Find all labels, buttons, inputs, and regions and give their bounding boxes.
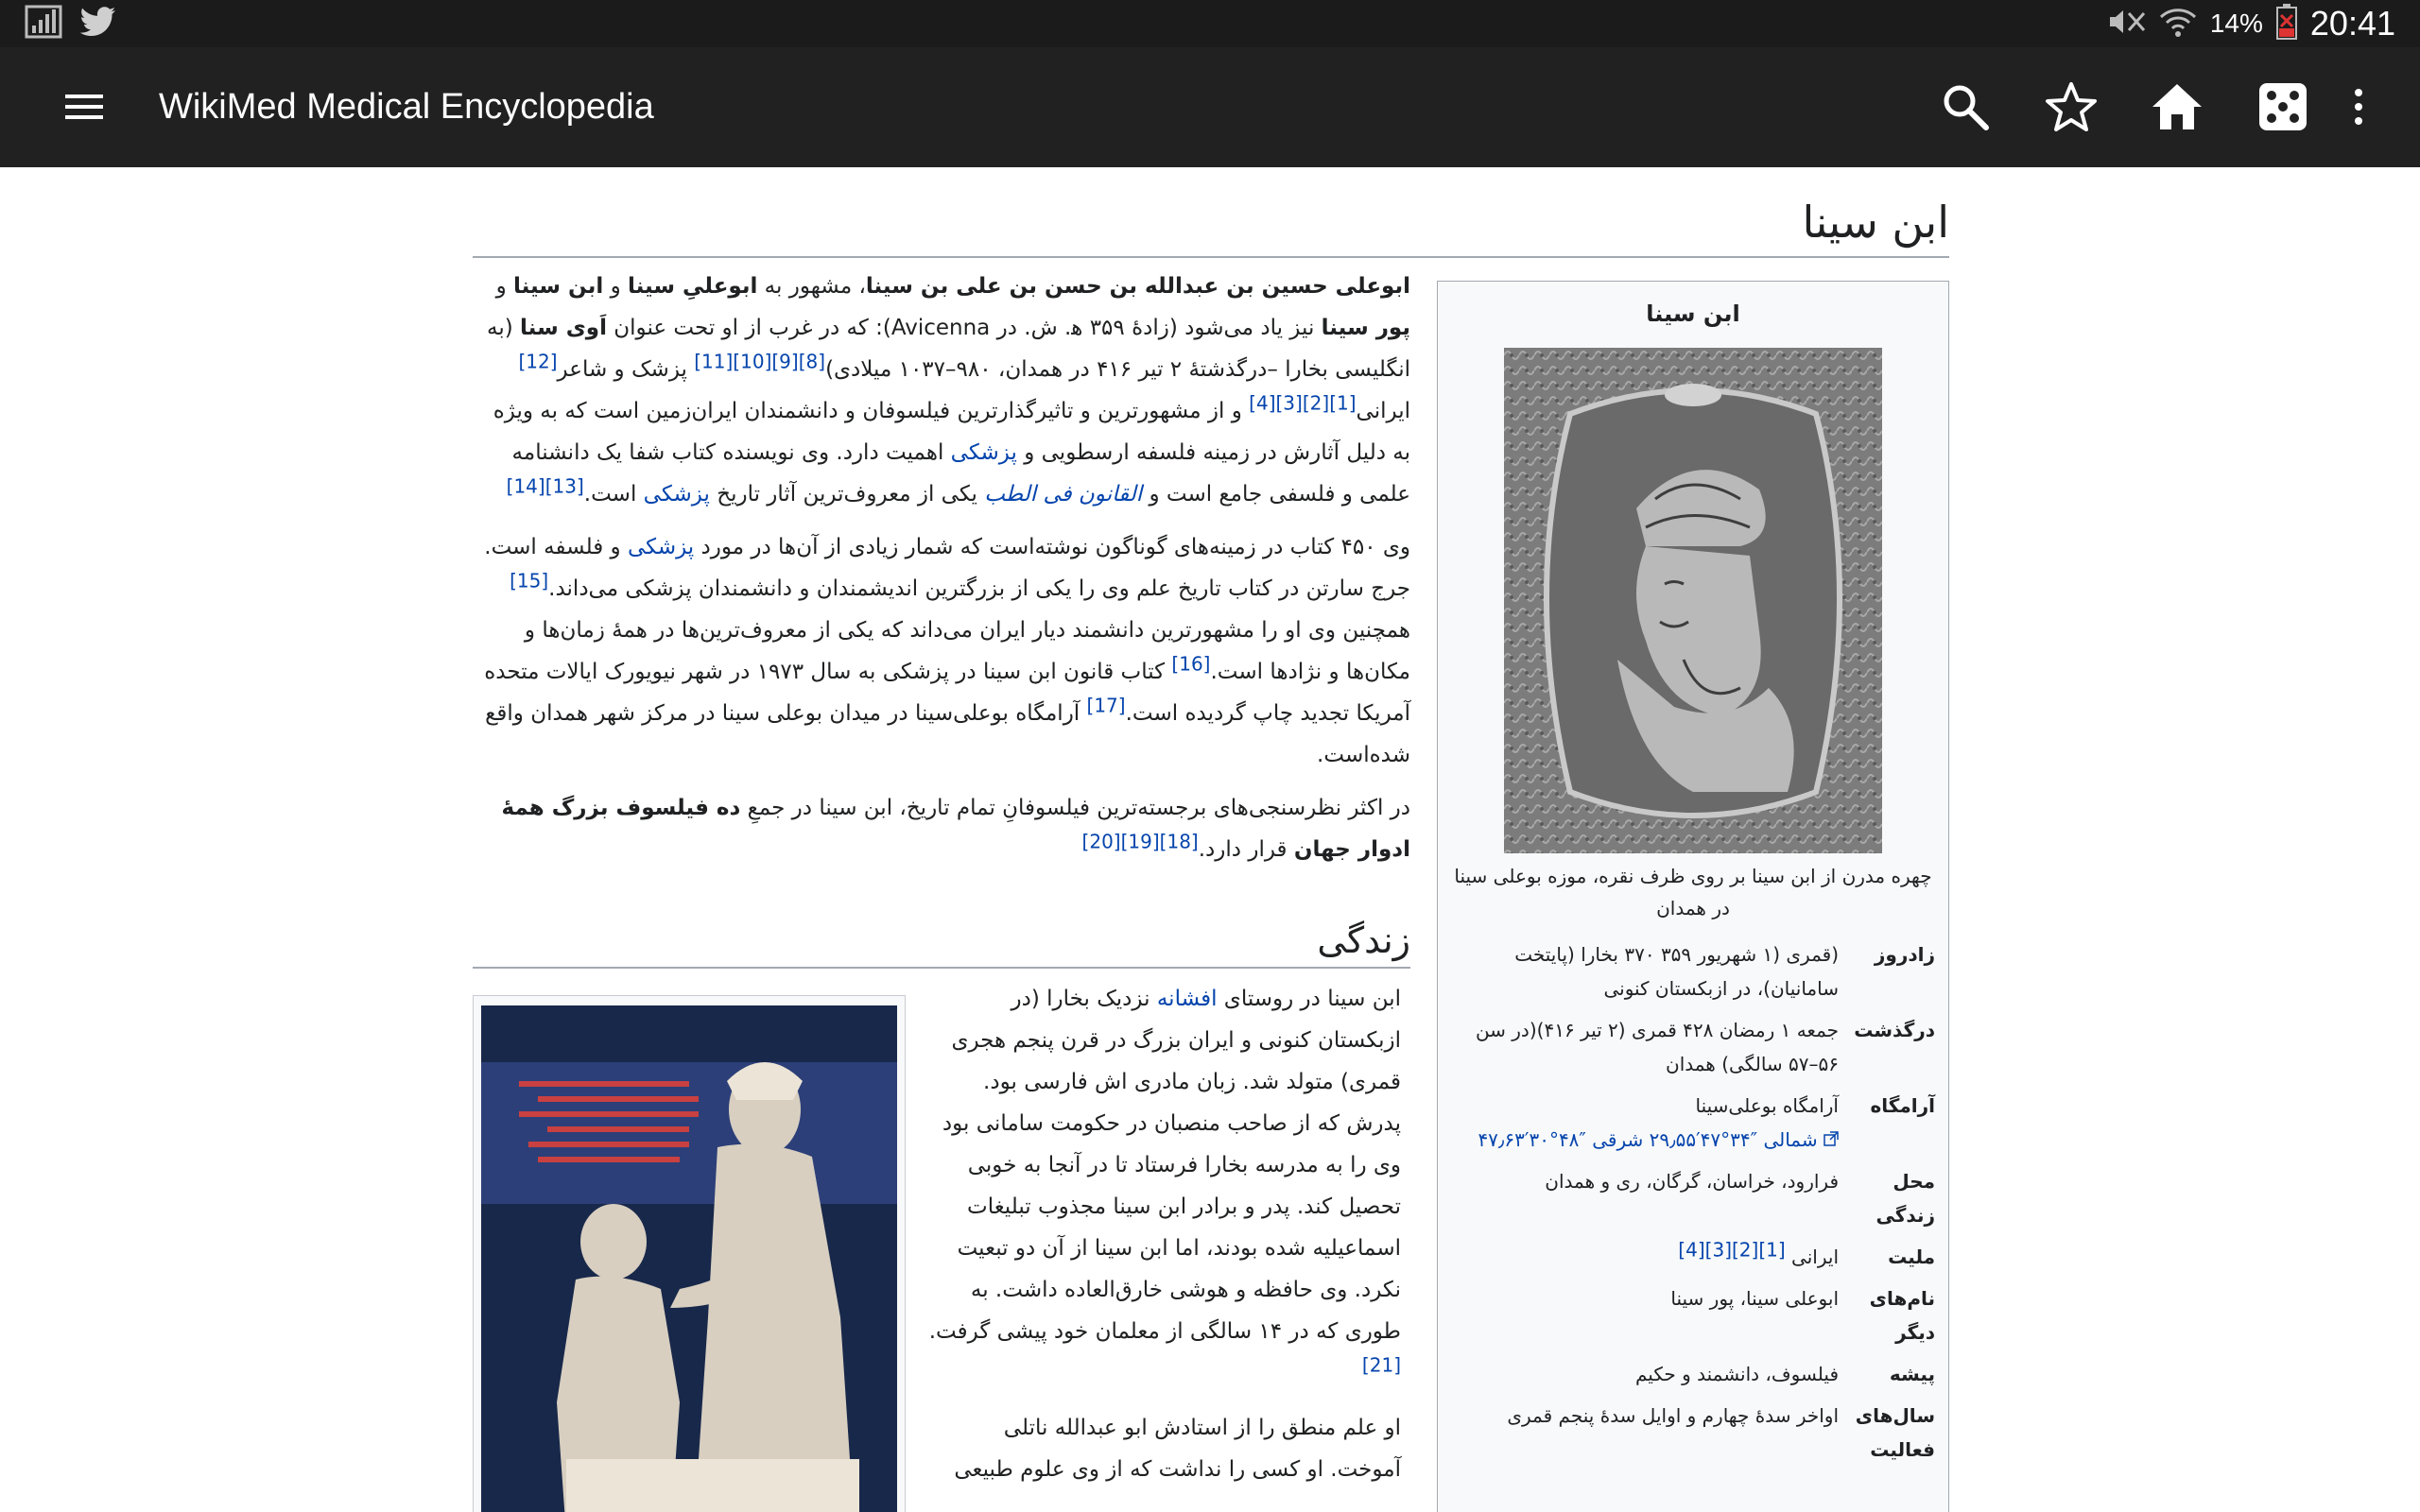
battery-percent: 14% xyxy=(2209,9,2263,38)
bold-text: ابن سینا xyxy=(513,274,604,299)
text-run: و xyxy=(495,274,513,299)
signal-icon xyxy=(25,5,62,43)
coordinates-link[interactable] xyxy=(1447,1123,1839,1157)
citation-ref[interactable]: [15] xyxy=(510,569,549,593)
citation-ref[interactable]: [21] xyxy=(1361,1353,1401,1377)
article-lead xyxy=(473,266,1410,882)
wifi-icon xyxy=(2159,6,2197,43)
infobox-label: محل زندگی xyxy=(1876,1170,1935,1227)
search-icon[interactable] xyxy=(1934,76,1996,138)
globe-link-icon xyxy=(1818,1128,1839,1151)
lead-paragraph-1 xyxy=(473,266,1410,515)
menu-icon[interactable] xyxy=(62,85,106,129)
text-run: همچنین وی او را مشهورترین دانشمند دیار ایران می‌داند که یکی از معروف‌ترین‌ها در همهٔ زمان‌ها و مکان‌ها و نژادها است. xyxy=(524,618,1410,684)
infobox-value: فرارود، خراسان، گرگان، ری و همدان xyxy=(1545,1170,1839,1193)
clock: 20:41 xyxy=(2309,4,2395,43)
infobox xyxy=(1437,281,1949,1512)
infobox-title: ابن سینا xyxy=(1646,301,1740,327)
text-run: در اکثر نظرسنجی‌های برجسته‌ترین فیلسوفانِ تمام تاریخ، ابن سینا در جمعِ xyxy=(740,796,1410,820)
text-run: نیز یاد می‌شود (زادهٔ ۳۵۹ ه‍. ش. در Avicenna): که در غرب از او تحت عنوان xyxy=(606,316,1322,340)
app-title: WikiMed Medical Encyclopedia xyxy=(159,87,654,127)
text-run: و xyxy=(603,274,628,299)
text-run: آرامگاه بوعلی‌سینا در میدان بوعلی سینا در مرکز شهر همدان واقع شده‌است. xyxy=(485,701,1410,767)
text-run: ابن سینا در روستای xyxy=(1217,987,1401,1011)
infobox-row-active-years xyxy=(1438,1395,1948,1470)
infobox-row-other-names xyxy=(1438,1278,1948,1353)
infobox-row-nationality xyxy=(1438,1236,1948,1278)
text-run: (به انگلیسی بخارا –درگذشتهٔ ۲ تیر ۴۱۶ در همدان، ۹۸۰–۱۰۳۷ میلادی) xyxy=(487,316,1410,382)
infobox-value xyxy=(1438,1089,1848,1157)
text-run: قرار دارد. xyxy=(1198,837,1294,862)
article-link[interactable]: پزشکی xyxy=(950,440,1017,465)
infobox-value: (قمری (۱ شهریور ۳۵۹ ۳۷۰ بخارا (پایتخت سامانیان)، در ازبکستان کنونی xyxy=(1514,943,1839,1000)
article-link[interactable]: القانون فی الطب xyxy=(984,482,1143,507)
bold-text: ده فیلسوف بزرگ همهٔ ادوار جهان xyxy=(501,796,1410,862)
lead-paragraph-2 xyxy=(473,526,1410,776)
text-run: ، مشهور به xyxy=(757,274,866,299)
text-run: کتاب قانون ابن سینا در پزشکی به سال ۱۹۷۳ در شهر نیویورک ایالات متحده آمریکا تجدید چاپ گردیده است. xyxy=(484,660,1410,726)
citation-ref[interactable]: [3][4] xyxy=(1249,391,1303,415)
bold-text: ابوعلی حسین بن عبدالله بن حسن بن علی بن سینا xyxy=(865,274,1410,299)
coordinates-text: شمالی ″۳۴°۴۷′۲۹٫۵۵ شرقی ″۴۸°۳۰′۴۷٫۶۳ xyxy=(1478,1128,1818,1151)
infobox-label: پیشه xyxy=(1889,1363,1935,1385)
infobox-label: زادروز xyxy=(1874,943,1935,966)
infobox-value: جمعه ۱ رمضان ۴۲۸ قمری (۲ تیر ۴۱۶)(در سن ۵۶–۵۷ سالگی) همدان xyxy=(1475,1019,1839,1075)
citation-ref[interactable]: [12] xyxy=(518,350,558,373)
infobox-caption: چهره مدرن از ابن سینا بر روی ظرف نقره، موزه بوعلی سینا در همدان xyxy=(1454,865,1932,919)
tomb-name: آرامگاه بوعلی‌سینا xyxy=(1695,1094,1839,1117)
citation-ref[interactable]: [1][2] xyxy=(1302,391,1357,415)
text-run: یکی از معروف‌ترین آثار تاریخ xyxy=(709,482,985,507)
lead-paragraph-3 xyxy=(473,787,1410,870)
article-link[interactable]: افشانه xyxy=(1156,987,1218,1011)
nationality-text: ایرانی xyxy=(1791,1246,1839,1268)
text-run: نزدیک بخارا (در ازبکستان کنونی و ایران بزرگ در قرن پنجم هجری قمری) متولد شد. زبان مادری اش فارسی بود. پدرش که از صاحب منصبان در حکومت سامانی بود وی را به مدرسه بخارا فرستاد تا در آنجا به خوبی تحصیل کند. پدر و برادر ابن سینا مجذوب تبلیغات اسماعیلیه شده بودند، اما ابن سینا از آن دو تبعیت نکرد. وی حافظه و هوشی خارق‌العاده داشت. به طوری که در ۱۴ سالگی از معلمان خود پیشی گرفت. xyxy=(928,987,1401,1344)
citation-ref[interactable]: [8] xyxy=(798,350,826,373)
infobox-label: آرامگاه xyxy=(1870,1094,1935,1117)
citation-ref[interactable]: [13][14] xyxy=(506,474,584,498)
article-link[interactable]: پزشکی xyxy=(627,535,695,559)
infobox-rows xyxy=(1438,934,1948,1470)
article-content xyxy=(473,167,1949,1512)
life-paragraph-1 xyxy=(928,978,1401,1394)
text-run: ایرانی xyxy=(1356,399,1410,423)
section-heading-life: زندگی xyxy=(473,914,1410,969)
infobox-label: ملیت xyxy=(1888,1246,1935,1268)
section-life-text xyxy=(928,978,1401,1503)
status-bar xyxy=(0,0,2420,47)
citation-ref[interactable]: [17] xyxy=(1086,694,1126,717)
text-run: وی ۴۵۰ کتاب در زمینه‌های گوناگون نوشته‌است که شمار زیادی از آن‌ها در مورد xyxy=(694,535,1410,559)
battery-icon xyxy=(2276,4,2297,44)
text-run: او علم منطق را از استادش ابو عبدالله ناتلی آموخت. او کسی را نداشت که از وی علوم طبیعی xyxy=(954,1416,1401,1482)
article-link[interactable]: پزشکی xyxy=(643,482,710,507)
star-icon[interactable] xyxy=(2040,76,2102,138)
citation-ref[interactable]: [18][19][20] xyxy=(1081,830,1199,853)
life-paragraph-2 xyxy=(928,1407,1401,1490)
infobox-value: فیلسوف، دانشمند و حکیم xyxy=(1634,1363,1839,1385)
infobox-label: نام‌های دیگر xyxy=(1869,1287,1935,1344)
infobox-label: درگذشت xyxy=(1854,1019,1935,1041)
text-run: و از مشهورترین و تاثیرگذارترین فیلسوفان و دانشمندان ایران‌زمین است که به ویژه به دلیل آثارش در زمینه فلسفه ارسطویی و xyxy=(493,399,1410,465)
infobox-portrait-image[interactable] xyxy=(1504,348,1882,853)
more-vertical-icon[interactable] xyxy=(2327,76,2390,138)
bold-text: پور سینا xyxy=(1321,316,1410,340)
text-run: است. xyxy=(583,482,644,507)
infobox-value xyxy=(1438,1240,1848,1274)
text-run: پزشک و شاعر xyxy=(557,357,695,382)
statue-image xyxy=(481,1005,897,1512)
citation-ref[interactable]: [16] xyxy=(1171,652,1211,676)
infobox-row-tomb xyxy=(1438,1085,1948,1160)
home-icon[interactable] xyxy=(2146,76,2208,138)
infobox-row-occupation xyxy=(1438,1353,1948,1395)
infobox-row-birth xyxy=(1438,934,1948,1009)
twitter-icon xyxy=(79,6,117,42)
app-bar xyxy=(0,47,2420,167)
infobox-row-residence xyxy=(1438,1160,1948,1236)
page-title: ابن سینا xyxy=(473,192,1949,258)
citation-ref[interactable]: [1][2][3][4] xyxy=(1678,1238,1786,1262)
mute-icon xyxy=(2104,8,2146,41)
text-run: اهمیت دارد. وی نویسنده کتاب شفا یک دانشنامه علمی و فلسفی جامع است و xyxy=(511,440,1410,507)
infobox-row-death xyxy=(1438,1009,1948,1085)
dice-icon[interactable] xyxy=(2252,76,2314,138)
text-run: و فلسفه است. جرج سارتن در کتاب تاریخ علم وی را یکی از بزرگترین اندیشمندان و دانشمندان پزشکی می‌داند. xyxy=(484,535,1410,601)
statue-image-frame[interactable] xyxy=(473,995,906,1512)
infobox-value: اواخر سدهٔ چهارم و اوایل سدهٔ پنجم قمری xyxy=(1507,1404,1839,1427)
infobox-label: سال‌های فعالیت xyxy=(1855,1404,1935,1461)
infobox-value: ابوعلی سینا، پور سینا xyxy=(1670,1287,1839,1310)
citation-ref[interactable]: [9][10][11] xyxy=(694,350,799,373)
bold-text: ابوعلیِ سینا xyxy=(628,274,758,299)
bold-text: اَوی سنا xyxy=(520,316,607,340)
